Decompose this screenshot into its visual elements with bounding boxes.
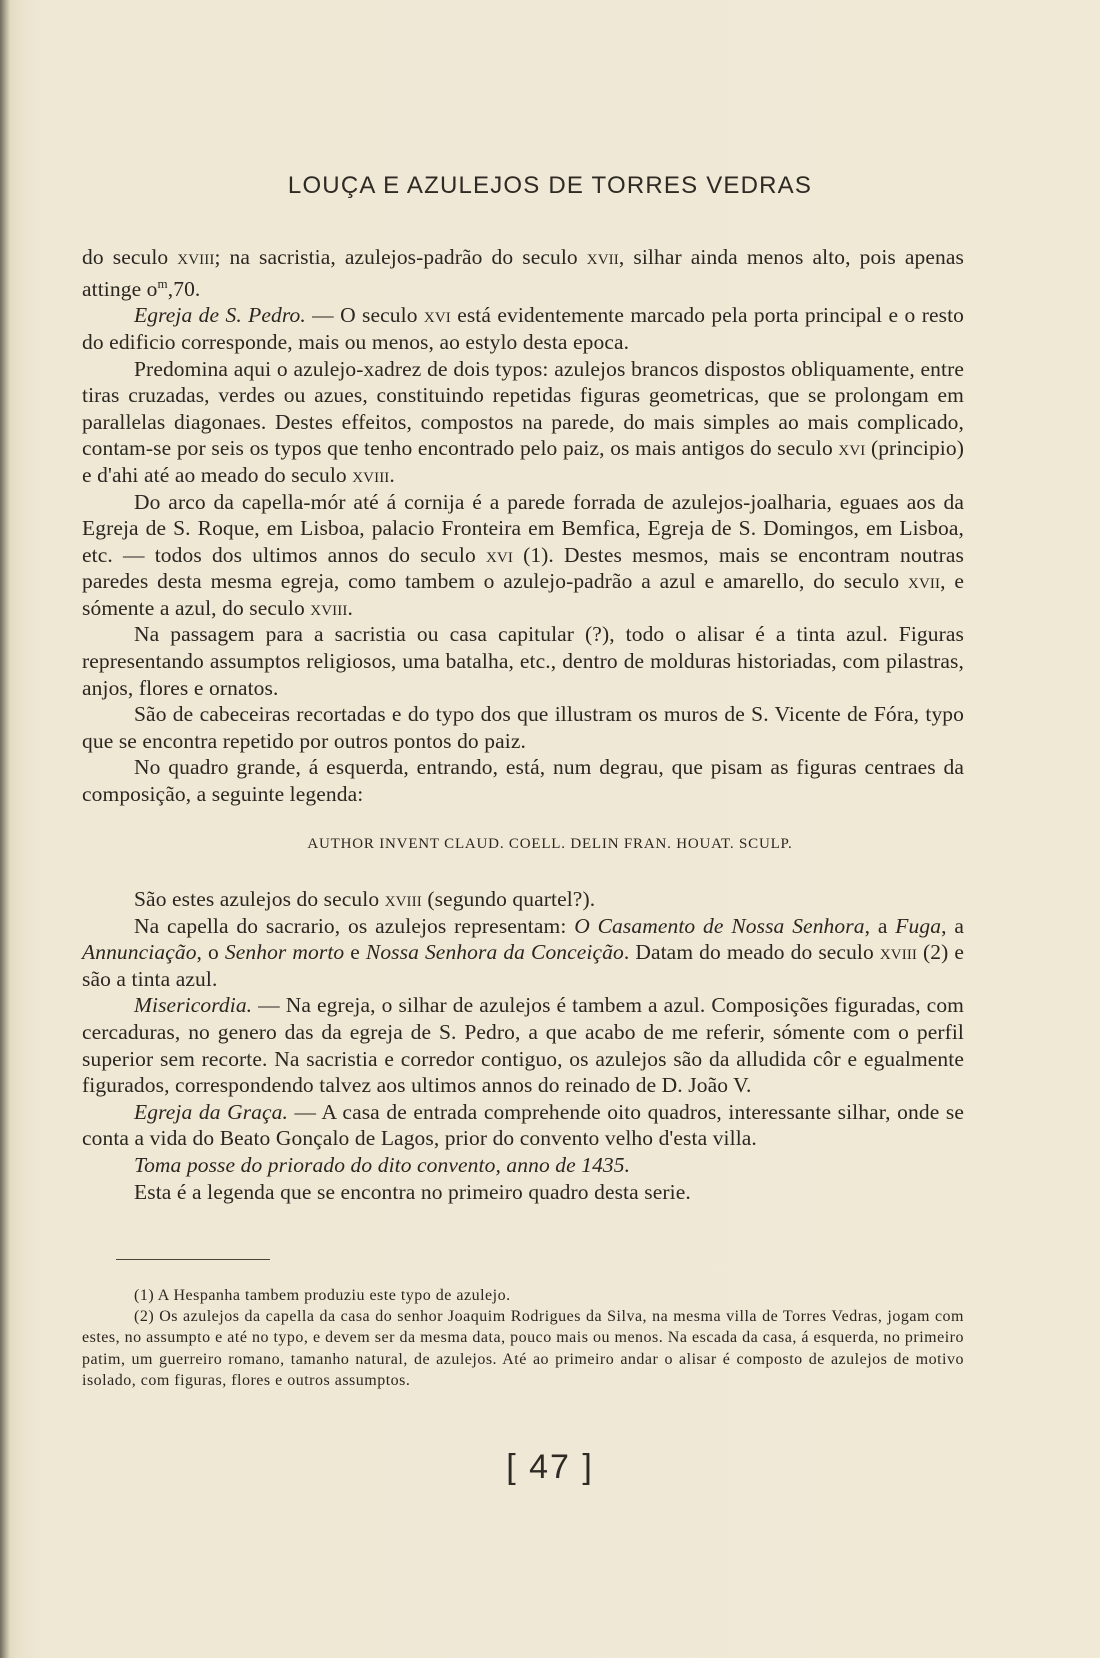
text-run: do seculo — [82, 245, 178, 269]
paragraph-8 — [82, 886, 964, 913]
paragraph-9 — [82, 913, 964, 993]
text-run: , e sómente a azul, do seculo — [82, 569, 965, 620]
text-run: Predomina aqui o azulejo-xadrez de dois typos: azulejos brancos dispostos obliquamente, entre tiras cruzadas, verdes ou azues, constituindo repetidas figuras geometricas, que se prolongam em parallelas diagonaes. Destes effeitos, compostos na parede, do mais simples ao mais complicado, contam-se por seis os typos que tenho encontrado pelo paiz, os mais antigos do seculo — [82, 356, 964, 461]
text-run: , a — [941, 913, 965, 938]
paragraph-13: Esta é a legenda que se encontra no primeiro quadro desta serie. — [134, 1179, 691, 1204]
paragraph-7: No quadro grande, á esquerda, entrando, está, num degrau, que pisam as figuras centraes da composição, a seguinte legenda: — [82, 755, 964, 807]
text-run: ,70. — [167, 276, 201, 301]
century-numeral: xvii — [586, 245, 619, 269]
text-run: — Na egreja, o silhar de azulejos é tambem a azul. Composições figuradas, com cercaduras, no genero das da egreja de S. Pedro, a que acabo de me referir, sómente com o perfil superior sem recorte. Na sacristia e corredor contiguo, os azulejos são da alludida côr e egualmente figurados, correspondendo talvez aos ultimos annos do reinado de D. João V. — [82, 993, 964, 1098]
century-numeral: xvi — [838, 436, 866, 461]
text-run: (segundo quartel?). — [421, 887, 596, 911]
paragraph-3 — [82, 356, 964, 489]
paragraph-1 — [82, 244, 964, 302]
footnote-2: (2) Os azulejos da capella da casa do senhor Joaquim Rodrigues da Silva, na mesma villa de Torres Vedras, jogam com estes, no assumpto e até no typo, e devem ser da mesma data, pouco mais ou menos. Na escada da casa, á esquerda, no primeiro patim, um guerreiro romano, tamanho natural, de azulejos. Até ao primeiro andar o alisar é composto de azulejos de motivo isolado, com figuras, flores e outros assumptos. — [82, 1308, 964, 1389]
footnotes — [82, 1285, 964, 1391]
artwork-title: Senhor morto — [224, 940, 345, 965]
text-run: e — [344, 940, 366, 965]
century-numeral: xvi — [423, 303, 451, 328]
text-run: . — [347, 595, 353, 620]
text-run: (1). Destes mesmos, mais se encontram noutras paredes desta mesma egreja, como tambem o azulejo-padrão a azul e amarello, do seculo — [82, 542, 964, 594]
page-binding-shadow — [0, 0, 10, 1658]
paragraph-5: Na passagem para a sacristia ou casa capitular (?), todo o alisar é a tinta azul. Figuras representando assumptos religiosos, uma batalha, etc., dentro de molduras historiadas, com pilastras, anjos, flores e ornatos. — [82, 622, 964, 700]
page-number: [ 47 ] — [506, 1448, 594, 1486]
running-head: LOUÇA E AZULEJOS DE TORRES VEDRAS — [287, 172, 813, 199]
paragraph-12-quoted-legend: Toma posse do priorado do dito convento, anno de 1435. — [134, 1152, 631, 1177]
text-run: . Datam do meado do seculo — [623, 940, 880, 965]
text-run: , o — [196, 940, 225, 965]
century-numeral: xviii — [177, 245, 215, 269]
inscription-legend: AUTHOR INVENT CLAUD. COELL. DELIN FRAN. HOUAT. SCULP. — [307, 836, 793, 852]
text-run: Do arco da capella-mór até á cornija é a parede forrada de azulejos-joalharia, eguaes aos da Egreja de S. Roque, em Lisboa, palacio Fronteira em Bemfica, Egreja de S. Domingos, em Lisboa, etc. — todos dos ultimos annos do seculo — [82, 489, 964, 567]
footnote-divider — [116, 1259, 270, 1260]
century-numeral: xviii — [352, 462, 390, 487]
artwork-title: Nossa Senhora da Conceição — [365, 940, 624, 965]
century-numeral: xviii — [384, 887, 422, 911]
century-numeral: xviii — [879, 940, 918, 965]
text-run: — A casa de entrada comprehende oito quadros, interessante silhar, onde se conta a vida do Beato Gonçalo de Lagos, prior do convento velho d'esta villa. — [82, 1099, 964, 1151]
unit-superscript: m — [157, 275, 168, 291]
century-numeral: xviii — [310, 595, 348, 620]
artwork-title: Fuga — [895, 913, 942, 938]
text-run: , a — [864, 913, 896, 938]
text-run: ; na sacristia, azulejos-padrão do seculo — [214, 245, 587, 269]
section-heading-graca: Egreja da Graça. — [134, 1099, 288, 1124]
footnote-1: (1) A Hespanha tambem produziu este typo de azulejo. — [134, 1287, 511, 1304]
section-heading-misericordia: Misericordia. — [134, 993, 253, 1018]
text-run: . — [389, 462, 395, 487]
century-numeral: xvii — [908, 569, 941, 594]
artwork-title: O Casamento de Nossa Senhora — [574, 913, 865, 938]
paragraph-10 — [82, 992, 964, 1098]
text-run: São estes azulejos do seculo — [134, 887, 385, 911]
text-run: está evidentemente marcado pela porta principal e o resto do edificio corresponde, mais ou menos, ao estylo desta epoca. — [82, 303, 964, 354]
artwork-title: Annunciação — [82, 940, 197, 965]
paragraph-2 — [82, 302, 964, 355]
text-run: , silhar ainda menos alto, pois apenas attinge o — [82, 245, 964, 301]
text-run: Na capella do sacrario, os azulejos representam: — [134, 913, 575, 938]
body-text-upper — [82, 244, 964, 808]
text-run: — O seculo — [305, 303, 424, 328]
century-numeral: xvi — [485, 542, 513, 567]
text-run: (principio) e d'ahi até ao meado do seculo — [82, 436, 964, 487]
paragraph-6: São de cabeceiras recortadas e do typo dos que illustram os muros de S. Vicente de Fóra, typo que se encontra repetido por outros pontos do paiz. — [82, 702, 964, 753]
paragraph-4 — [82, 489, 964, 622]
section-heading-sao-pedro: Egreja de S. Pedro. — [134, 303, 306, 328]
text-run: (2) e são a tinta azul. — [82, 940, 965, 991]
paragraph-11 — [82, 1099, 964, 1152]
body-text-lower — [82, 886, 964, 1205]
